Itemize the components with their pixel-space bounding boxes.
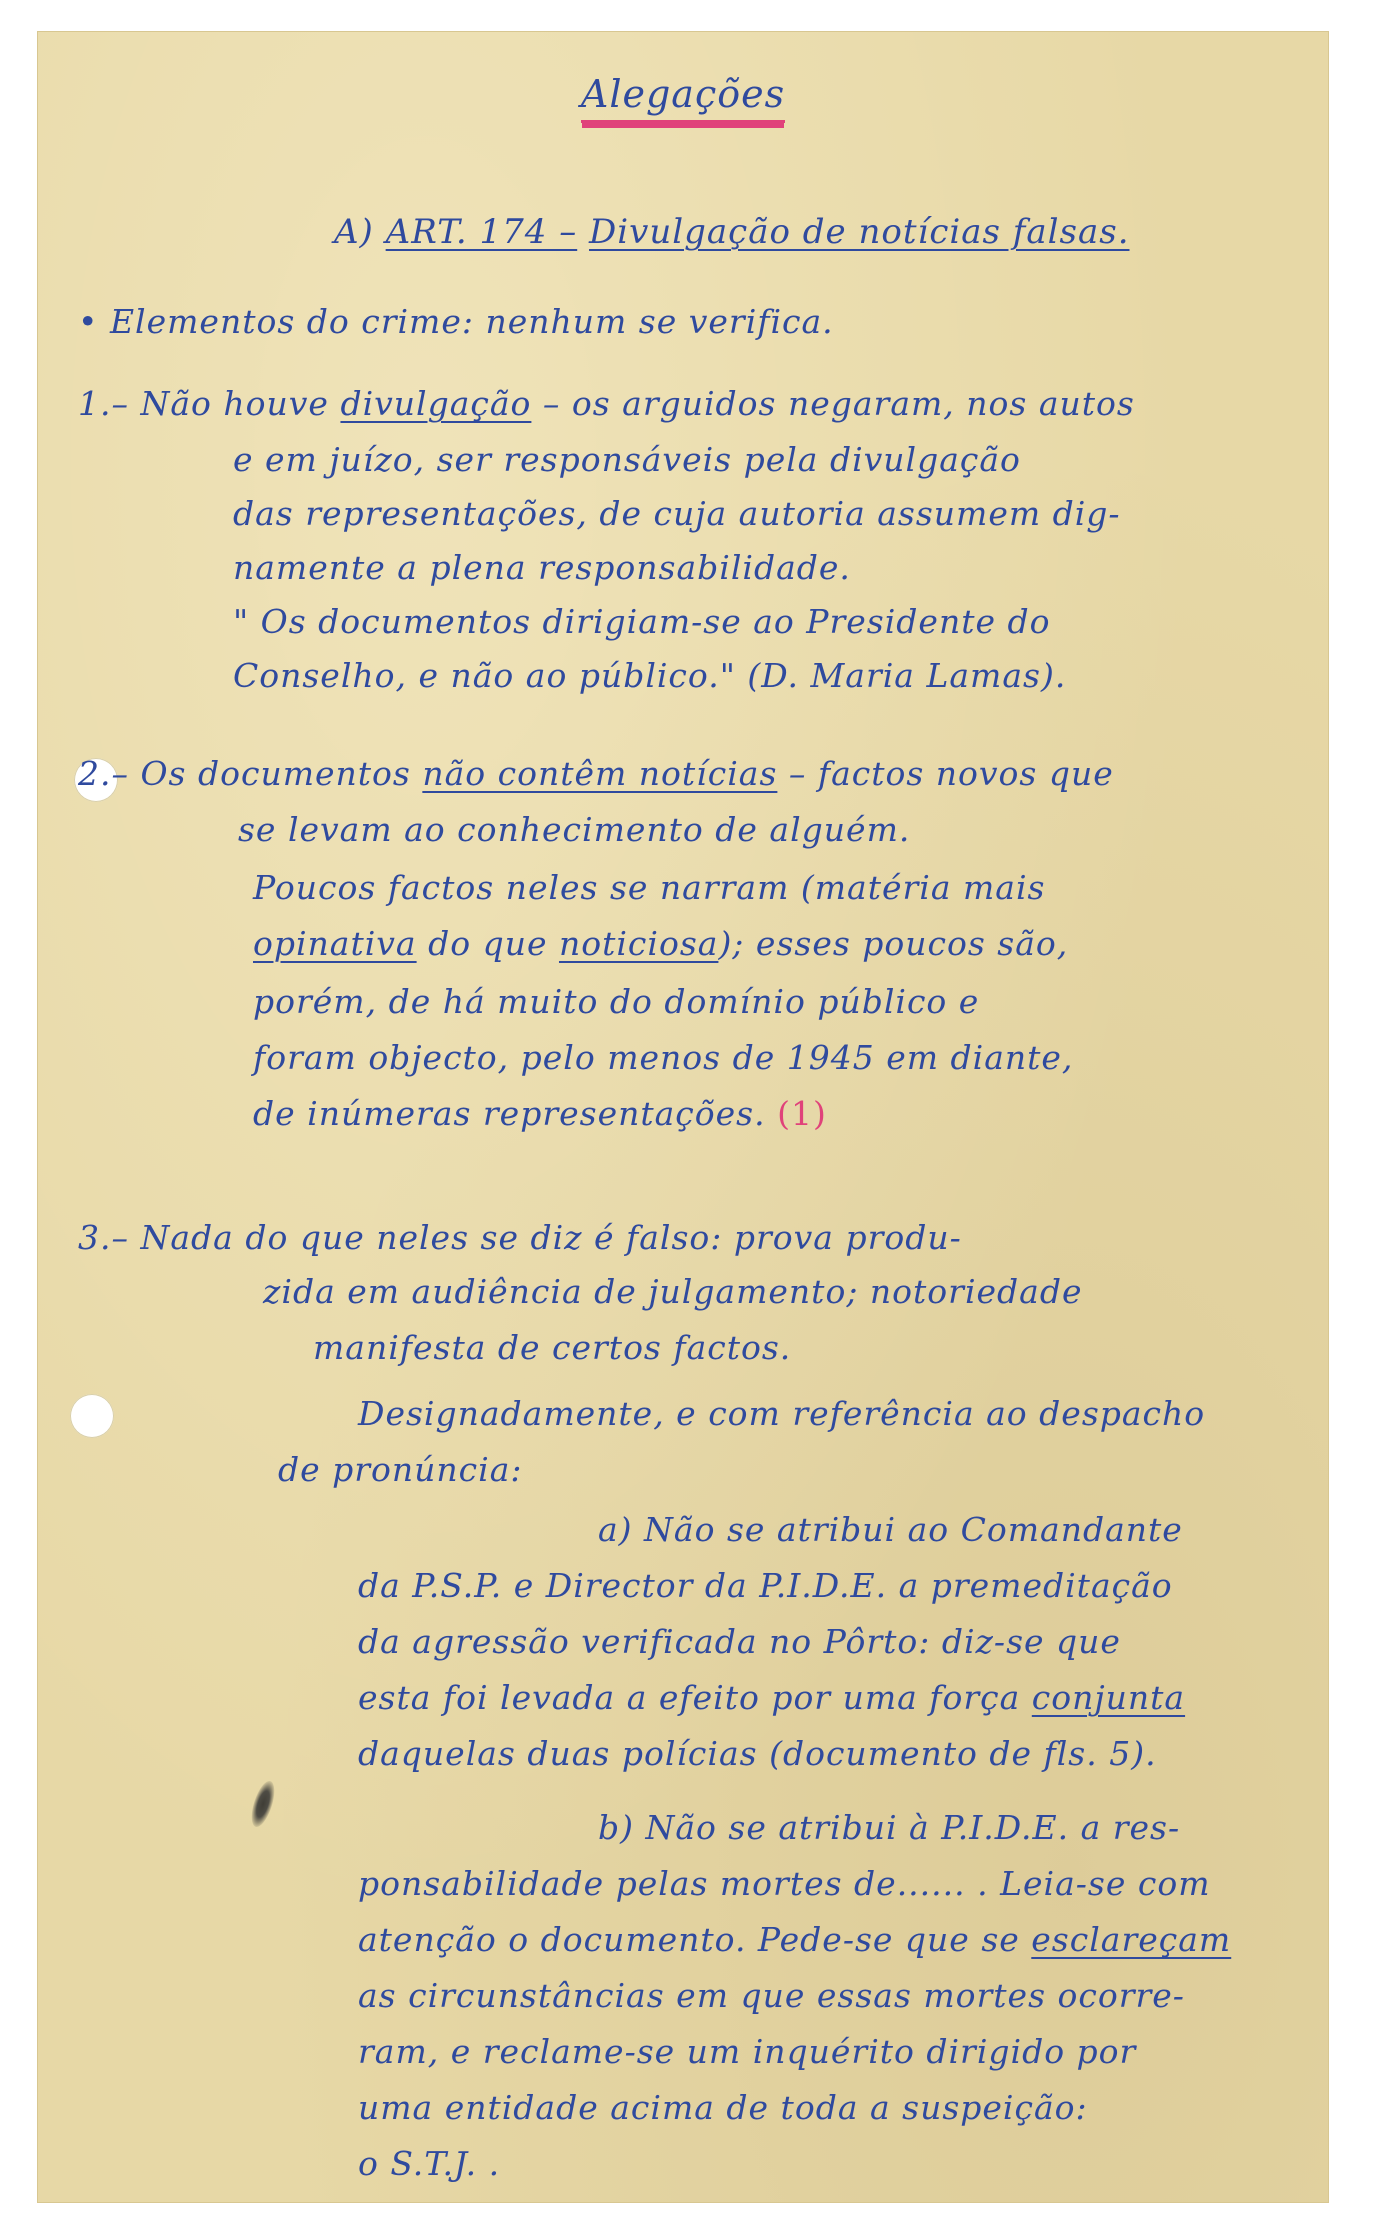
item1-line2: e em juízo, ser responsáveis pela divulgação xyxy=(233,440,1021,479)
item1-text-b: – os arguidos negaram, nos autos xyxy=(531,384,1135,423)
item3-number: 3.– xyxy=(78,1218,129,1257)
item3-line5: de pronúncia: xyxy=(278,1450,523,1489)
heading-article: ART. 174 – xyxy=(385,212,578,252)
item1-line4: namente a plena responsabilidade. xyxy=(233,548,851,587)
item2-text-a: Os documentos xyxy=(140,754,423,793)
elements-line: • Elementos do crime: nenhum se verifica. xyxy=(78,302,834,341)
heading-subject: Divulgação de notícias falsas. xyxy=(589,212,1130,252)
item3-b-line4: as circunstâncias em que essas mortes ocorre- xyxy=(358,1976,1185,2015)
item2-line7-text: de inúmeras representações. xyxy=(253,1094,766,1133)
item1-underlined: divulgação xyxy=(340,384,532,423)
item3-b-line6: uma entidade acima de toda a suspeição: xyxy=(358,2088,1088,2127)
document-page xyxy=(38,32,1328,2202)
ink-smudge xyxy=(247,1778,279,1829)
item2-number: 2.– xyxy=(78,754,129,793)
item3-conjunta: conjunta xyxy=(1031,1678,1186,1717)
item1-quote1: " Os documentos dirigiam-se ao Presidente do xyxy=(233,602,1051,641)
item1-line3: das representações, de cuja autoria assumem dig- xyxy=(233,494,1121,533)
item3-a-text: esta foi levada a efeito por uma força xyxy=(358,1678,1032,1717)
item3-b-line1: b) Não se atribui à P.I.D.E. a res- xyxy=(598,1808,1181,1847)
item2-line6: foram objecto, pelo menos de 1945 em diante, xyxy=(253,1038,1074,1077)
item2-noticiosa: noticiosa xyxy=(558,924,719,963)
item3-b-line3 xyxy=(358,1920,1231,1960)
item2-underlined: não contêm notícias xyxy=(422,754,778,793)
item2-text-c: do que xyxy=(416,924,559,963)
item3-b-line7: o S.T.J. . xyxy=(358,2144,501,2183)
item2-text-d: ); esses poucos são, xyxy=(718,924,1069,963)
item2-line5: porém, de há muito do domínio público e xyxy=(253,982,980,1021)
item2-text-b: – factos novos que xyxy=(777,754,1114,793)
item1-text-a: Não houve xyxy=(140,384,341,423)
section-heading xyxy=(334,212,1130,252)
item3-a-line3: da agressão verificada no Pôrto: diz-se que xyxy=(358,1622,1121,1661)
item3-a-line4 xyxy=(358,1678,1185,1718)
item2-line1 xyxy=(78,754,1114,794)
item3-a-line5: daquelas duas polícias (documento de fls. 5). xyxy=(358,1734,1157,1773)
item2-line3: Poucos factos neles se narram (matéria mais xyxy=(253,868,1046,907)
item3-b-text: atenção o documento. Pede-se que se xyxy=(358,1920,1032,1959)
item2-line7 xyxy=(253,1094,827,1134)
item3-a-line2: da P.S.P. e Director da P.I.D.E. a premeditação xyxy=(358,1566,1173,1605)
page-title: Alegações xyxy=(38,72,1328,116)
item3-line3: manifesta de certos factos. xyxy=(313,1328,792,1367)
item3-line4: Designadamente, e com referência ao despacho xyxy=(358,1394,1206,1433)
item2-opinativa: opinativa xyxy=(253,924,417,963)
item3-b-line2: ponsabilidade pelas mortes de...... . Leia-se com xyxy=(358,1864,1211,1903)
item2-line4 xyxy=(253,924,1068,964)
heading-label: A) xyxy=(334,212,374,252)
item3-text: Nada do que neles se diz é falso: prova produ- xyxy=(140,1218,962,1257)
item3-b-line5: ram, e reclame-se um inquérito dirigido por xyxy=(358,2032,1137,2071)
item3-a-line1: a) Não se atribui ao Comandante xyxy=(598,1510,1183,1549)
item1-line1 xyxy=(78,384,1135,424)
item3-esclarecam: esclareçam xyxy=(1031,1920,1232,1959)
footnote-mark: (1) xyxy=(777,1094,827,1133)
item1-number: 1.– xyxy=(78,384,129,423)
item3-line2: zida em audiência de julgamento; notoriedade xyxy=(263,1272,1083,1311)
item3-line1 xyxy=(78,1218,962,1258)
item1-quote2: Conselho, e não ao público." (D. Maria Lamas). xyxy=(233,656,1067,695)
item2-line2: se levam ao conhecimento de alguém. xyxy=(238,810,911,849)
punch-hole-bottom xyxy=(70,1394,114,1438)
